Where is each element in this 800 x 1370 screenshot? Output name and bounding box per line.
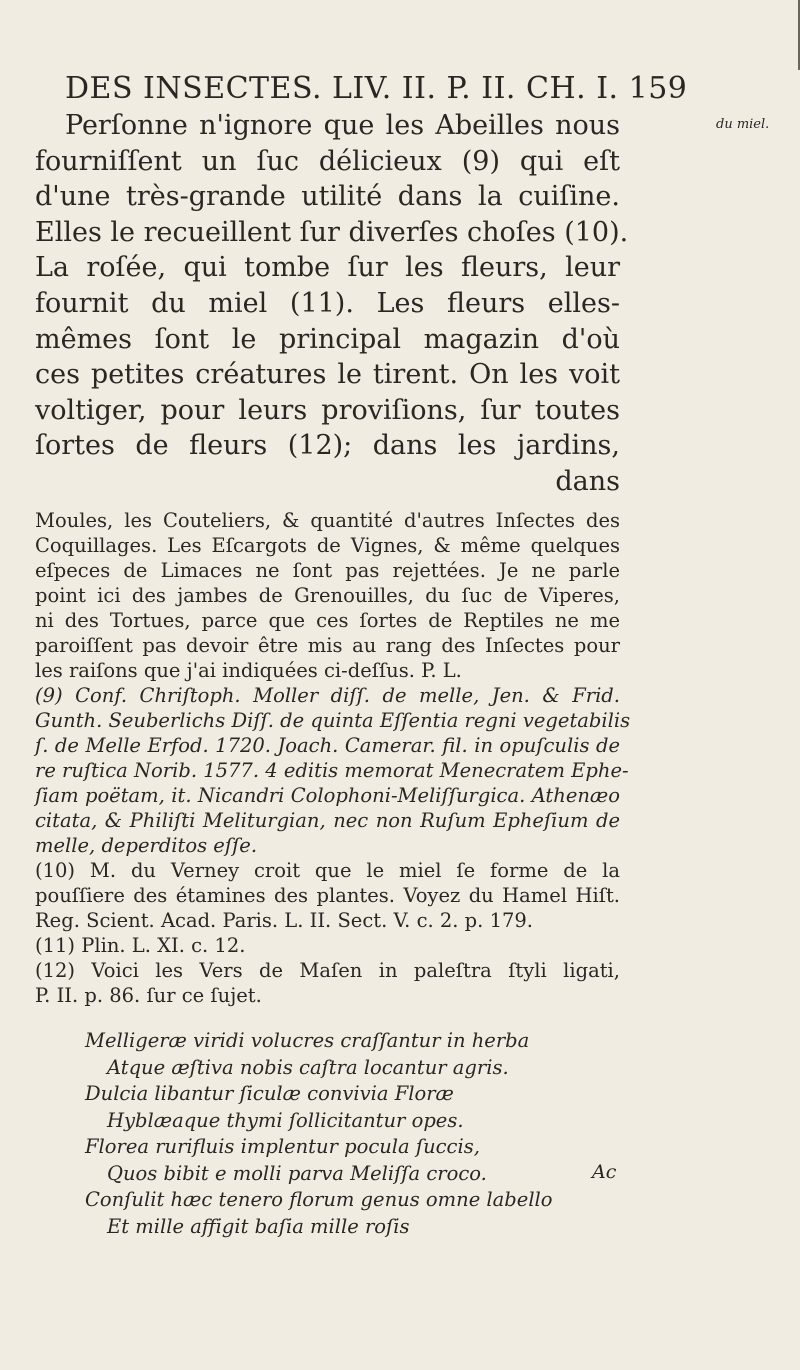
verse-line: Dulcia libantur ſiculæ convivia Floræ [85,1082,454,1105]
note-line: Moules, les Couteliers, & quantité d'autres Inſectes des [35,509,620,532]
note-line: point ici des jambes de Grenouilles, du ſuc de Viperes, [35,584,620,607]
main-line: ces petites créatures le tirent. On les voit [35,359,620,391]
main-line: mêmes ſont le principal magazin d'où [35,323,620,355]
note-line: Reg. Scient. Acad. Paris. L. II. Sect. V. c. 2. p. 179. [35,909,533,932]
note-line: pouſſiere des étamines des plantes. Voyez du Hamel Hiſt. [35,884,620,907]
note-line: ſ. de Melle Erfod. 1720. Joach. Camerar. fil. in opuſculis de [35,734,620,757]
note-line: ni des Tortues, parce que ces ſortes de Reptiles ne me [35,609,620,632]
main-text [35,108,629,500]
note-line: citata, & Philiſti Meliturgian, nec non Ruſum Epheſium de [35,809,620,832]
main-line: d'une très-grande utilité dans la cuiſine. [35,181,620,213]
note-line: (11) Plin. L. XI. c. 12. [35,934,246,957]
main-line: Elles le recueillent ſur diverſes choſes (10). [35,216,629,248]
main-line: La roſée, qui tombe ſur les fleurs, leur [35,252,620,284]
note-line: (9) Conf. Chriſtoph. Moller diſſ. de melle, Jen. & Frid. [35,684,620,707]
note-line: Coquillages. Les Eſcargots de Vignes, & même quelques [35,534,620,557]
note-line: P. II. p. 86. ſur ce ſujet. [35,984,262,1007]
note-line: (10) M. du Verney croit que le miel ſe forme de la [35,859,620,882]
main-line: fourniſſent un ſuc délicieux (9) qui eſt [35,145,620,177]
verse-line: Conſulit hæc tenero florum genus omne labello [85,1188,553,1211]
note-line: paroiſſent pas devoir être mis au rang des Inſectes pour [35,634,620,657]
verse-line: Atque æſtiva nobis caſtra locantur agris. [107,1055,509,1079]
verse-line: Melligeræ viridi volucres craſſantur in herba [85,1029,530,1052]
note-line: eſpeces de Limaces ne ſont pas rejettées. Je ne parle [35,559,620,582]
verse-line: Florea rurifluis implentur pocula ſuccis, [85,1135,480,1158]
note-line: Gunth. Seuberlichs Diſſ. de quinta Eſſentia regni vegetabilis [35,709,631,732]
margin-note: du miel. [716,117,770,132]
verse-line: Hyblæaque thymi ſollicitantur opes. [107,1108,464,1132]
main-line: ſortes de fleurs (12); dans les jardins, [35,430,620,462]
note-line: les raiſons que j'ai indiquées ci-deſſus. P. L. [35,659,462,682]
catchword: Ac [592,1161,617,1183]
main-line: Perſonne n'ignore que les Abeilles nous [65,110,620,141]
main-line: voltiger, pour leurs proviſions, ſur toutes [35,394,620,426]
main-line: fournit du miel (11). Les fleurs elles- [35,287,620,319]
note-line: melle, deperditos eſſe. [35,834,258,857]
note-line: (12) Voici les Vers de Maſen in paleſtra ſtyli ligati, [35,959,620,982]
verse-line: Et mille affigit baſia mille roſis [107,1214,410,1238]
running-header: DES INSECTES. LIV. II. P. II. CH. I. 159 [65,71,688,106]
footnotes [35,508,631,1008]
verse-line: Quos bibit e molli parva Meliſſa croco. [107,1161,487,1185]
main-line: dans [555,465,620,497]
note-line: ſiam poëtam, it. Nicandri Colophoni-Meliſſurgica. Athenæo [35,784,620,807]
note-line: re ruſtica Norib. 1577. 4 editis memorat Menecratem Ephe- [35,759,629,782]
latin-verse [85,1028,625,1240]
